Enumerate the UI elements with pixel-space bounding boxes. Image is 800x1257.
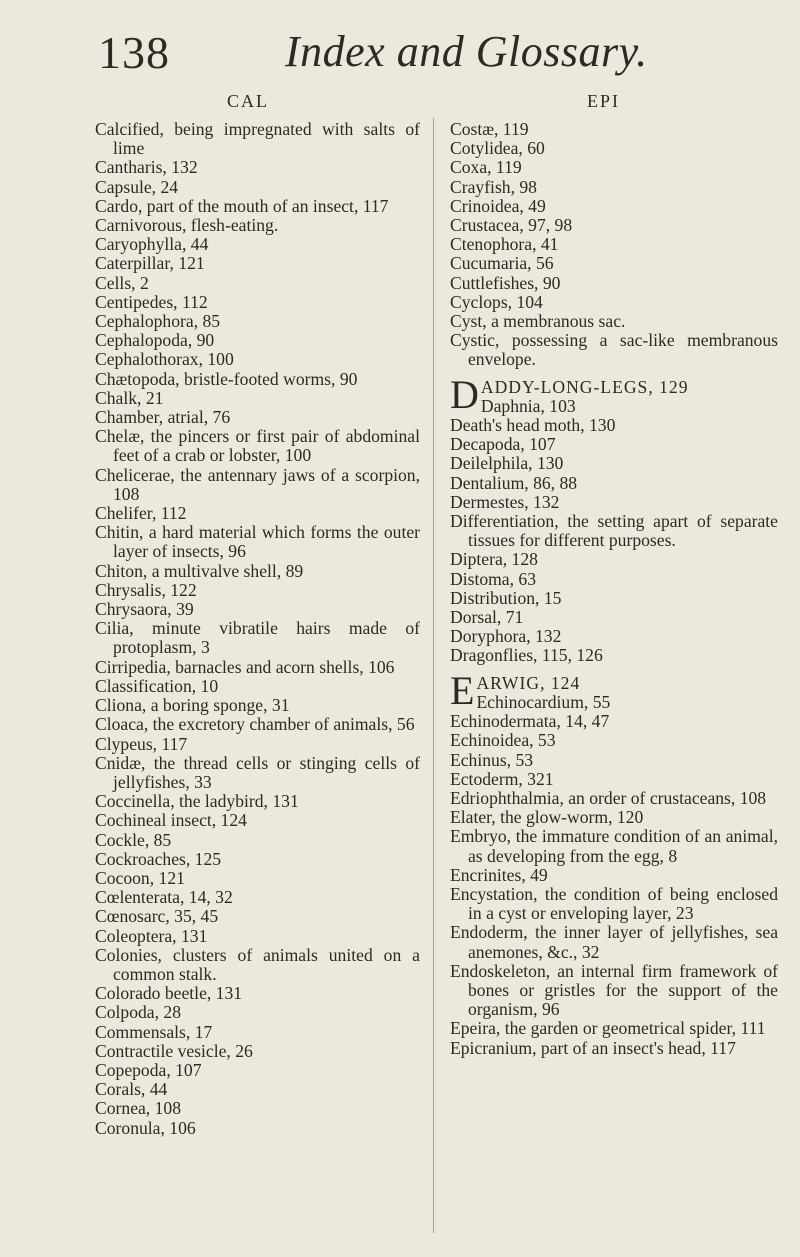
index-entry: Cliona, a boring sponge, 31 — [95, 695, 290, 716]
index-entry: Copepoda, 107 — [95, 1059, 202, 1080]
index-entry: Endoderm, the inner layer of jellyfishes, sea anemones, &c., 32 — [450, 922, 778, 962]
index-entry: Echinodermata, 14, 47 — [450, 711, 610, 732]
index-entry: Chitin, a hard material which forms the outer layer of insects, 96 — [95, 522, 420, 562]
index-entry: Cephalophora, 85 — [95, 311, 221, 332]
right-column-head: EPI — [587, 91, 620, 111]
e-second-entry: Echinocardium, 55 — [476, 691, 611, 712]
d-first-entry: ADDY-LONG-LEGS, 129 — [480, 376, 689, 397]
index-entry: Dragonflies, 115, 126 — [450, 645, 603, 666]
index-entry: Dermestes, 132 — [450, 491, 560, 512]
index-entry: Centipedes, 112 — [95, 291, 208, 312]
index-entry: Calcified, being impregnated with salts of lime — [95, 119, 420, 159]
index-entry: Cœnosarc, 35, 45 — [95, 906, 219, 927]
index-entry: Distribution, 15 — [450, 587, 562, 608]
left-column — [95, 120, 420, 1138]
index-entry: Ectoderm, 321 — [450, 768, 554, 789]
index-entry: Cochineal insect, 124 — [95, 810, 247, 831]
index-entry: Coronula, 106 — [95, 1117, 196, 1138]
e-entry-list — [450, 712, 778, 1058]
index-entry: Cyst, a membranous sac. — [450, 311, 626, 332]
index-entry: Cuttlefishes, 90 — [450, 272, 561, 293]
index-entry: Coccinella, the ladybird, 131 — [95, 791, 299, 812]
index-entry: Deilelphila, 130 — [450, 453, 564, 474]
index-entry: Cotylidea, 60 — [450, 138, 545, 159]
index-entry: Doryphora, 132 — [450, 626, 562, 647]
index-entry: Echinoidea, 53 — [450, 730, 556, 751]
index-entry: Chamber, atrial, 76 — [95, 407, 231, 428]
index-entry: Crayfish, 98 — [450, 176, 537, 197]
index-entry: Cantharis, 132 — [95, 157, 198, 178]
column-divider — [433, 118, 434, 1233]
index-entry: Cloaca, the excretory chamber of animals, 56 — [95, 714, 415, 735]
index-entry: Cells, 2 — [95, 272, 149, 293]
index-entry: Cnidæ, the thread cells or stinging cells of jellyfishes, 33 — [95, 752, 420, 792]
index-entry: Classification, 10 — [95, 675, 219, 696]
index-entry: Cocoon, 121 — [95, 867, 185, 888]
index-entry: Costæ, 119 — [450, 119, 529, 139]
index-entry: Chalk, 21 — [95, 387, 164, 408]
index-entry: Colonies, clusters of animals united on a common stalk. — [95, 944, 420, 984]
index-entry: Cœlenterata, 14, 32 — [95, 887, 233, 908]
index-entry: Chrysalis, 122 — [95, 579, 197, 600]
index-entry: Epeira, the garden or geometrical spider, 111 — [450, 1018, 766, 1039]
e-section-start — [450, 667, 778, 713]
index-entry: Capsule, 24 — [95, 176, 179, 197]
index-entry: Cockroaches, 125 — [95, 848, 222, 869]
index-entry: Coxa, 119 — [450, 157, 522, 178]
e-first-entry: ARWIG, 124 — [476, 672, 581, 693]
c-entry-list — [450, 120, 778, 370]
index-entry: Cornea, 108 — [95, 1098, 181, 1119]
index-entry: Clypeus, 117 — [95, 733, 188, 754]
index-entry: Chelifer, 112 — [95, 503, 187, 524]
index-entry: Encystation, the condition of being enclosed in a cyst or enveloping layer, 23 — [450, 883, 778, 924]
index-entry: Cockle, 85 — [95, 829, 172, 850]
index-entry: Chiton, a multivalve shell, 89 — [95, 560, 304, 581]
right-column — [450, 120, 778, 1058]
index-entry: Corals, 44 — [95, 1079, 168, 1100]
index-entry: Caterpillar, 121 — [95, 253, 205, 274]
d-section-start — [450, 371, 778, 417]
index-entry: Ctenophora, 41 — [450, 234, 559, 255]
index-entry: Carnivorous, flesh-eating. — [95, 215, 279, 236]
index-entry: Contractile vesicle, 26 — [95, 1040, 253, 1061]
index-entry: Chelæ, the pincers or first pair of abdominal feet of a crab or lobster, 100 — [95, 426, 420, 466]
index-entry: Edriophthalmia, an order of crustaceans, 108 — [450, 787, 767, 808]
index-entry: Cystic, possessing a sac-like membranous envelope. — [450, 330, 778, 370]
index-entry: Crustacea, 97, 98 — [450, 215, 573, 236]
index-entry: Differentiation, the setting apart of separate tissues for different purposes. — [450, 511, 778, 551]
index-entry: Coleoptera, 131 — [95, 925, 208, 946]
index-entry: Embryo, the immature condition of an animal, as developing from the egg, 8 — [450, 826, 778, 866]
index-entry: Distoma, 63 — [450, 568, 537, 589]
d-entry-list — [450, 416, 778, 666]
index-entry: Cephalothorax, 100 — [95, 349, 234, 370]
left-entry-list — [95, 120, 420, 1138]
e-drop-cap: E — [450, 667, 475, 713]
index-entry: Chætopoda, bristle-footed worms, 90 — [95, 368, 358, 389]
index-entry: Elater, the glow-worm, 120 — [450, 807, 644, 828]
index-entry: Cardo, part of the mouth of an insect, 117 — [95, 195, 389, 216]
index-entry: Echinus, 53 — [450, 749, 534, 770]
index-entry: Cephalopoda, 90 — [95, 330, 215, 351]
index-entry: Death's head moth, 130 — [450, 415, 616, 436]
index-entry: Cirripedia, barnacles and acorn shells, 106 — [95, 656, 395, 677]
d-second-entry: Daphnia, 103 — [480, 395, 576, 416]
index-entry: Cilia, minute vibratile hairs made of protoplasm, 3 — [95, 618, 420, 658]
index-entry: Diptera, 128 — [450, 549, 538, 570]
index-entry: Colpoda, 28 — [95, 1002, 182, 1023]
page-number: 138 — [98, 27, 170, 78]
d-drop-cap: D — [450, 371, 479, 417]
index-entry: Cyclops, 104 — [450, 291, 543, 312]
index-entry: Encrinites, 49 — [450, 864, 548, 885]
index-entry: Commensals, 17 — [95, 1021, 213, 1042]
index-entry: Dentalium, 86, 88 — [450, 472, 578, 493]
index-entry: Caryophylla, 44 — [95, 234, 209, 255]
index-entry: Dorsal, 71 — [450, 607, 524, 628]
index-entry: Cucumaria, 56 — [450, 253, 554, 274]
index-entry: Crinoidea, 49 — [450, 195, 546, 216]
page-title: Index and Glossary. — [285, 27, 648, 76]
index-entry: Colorado beetle, 131 — [95, 983, 243, 1004]
index-entry: Endoskeleton, an internal firm framework of bones or gristles for the support of the organism, 96 — [450, 960, 778, 1020]
index-entry: Epicranium, part of an insect's head, 117 — [450, 1037, 736, 1058]
index-entry: Chelicerae, the antennary jaws of a scorpion, 108 — [95, 464, 420, 504]
index-entry: Decapoda, 107 — [450, 434, 556, 455]
index-entry: Chrysaora, 39 — [95, 599, 194, 620]
left-column-head: CAL — [227, 91, 269, 111]
